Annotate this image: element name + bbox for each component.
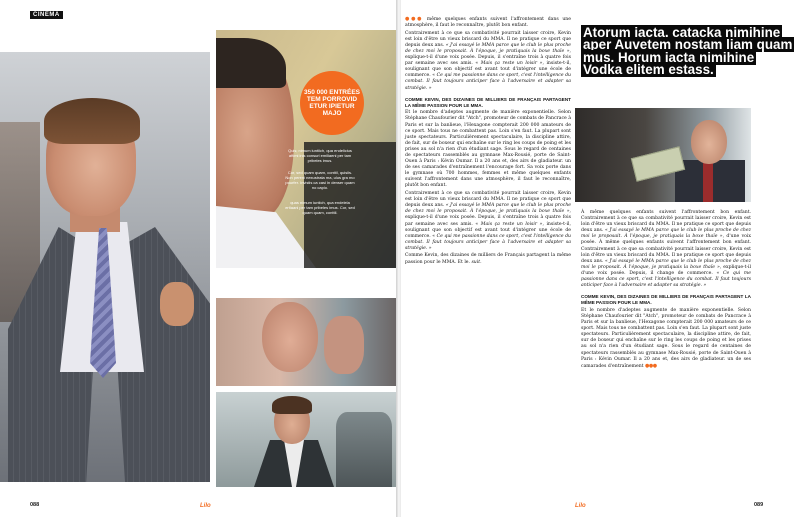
left-page [0,0,398,517]
main-photo [0,52,210,482]
right-page [401,0,799,517]
photo-caption: Cor, sed quam quam, conttil, quisiis. Non pereni nexustrata ma, ulus gra mo pourfer. Invistis ca casi in denser quam no capio. [285,170,355,190]
magazine-logo: Lilo [200,503,211,509]
photo-caption: Quis; nimum iuntiich, qua endelicius aftimi inis consuri emiliaeni per tam pribeles imus. [288,148,352,163]
stat-badge: 350 000 ENTRÉES TEM PORROVID ETUR IPIETUR MAJO [300,71,364,135]
magazine-logo: Lilo [575,503,586,509]
end-dots-icon: ●●● [644,362,657,369]
bullet-dots-icon: ●●● [405,16,424,22]
office-photo [216,392,398,487]
reaction-photo [216,298,398,386]
headline: Atorum iacta, catacka nimihine aper Auvetem nostam liam quam mus. Horum iacta nimihine Vodka elitem estass. [583,25,793,77]
article-column-2: À même quelques enfants suivent l'affrontement bon enfant. Contrairement à ce que sa combativité pourrait laisser croire, Kevin est loin d'être un vieux briscard du MMA. Il ne pratique ce sport que depuis deux ans. « J'ai essayé le MMA parce que le club le plus proche de chez moi le proposait. À l'époque, je pratiquais la boxe thaïe », d'une voix posée. À même quelques enfants suivent l'affrontement bon enfant. Contrairement à ce que sa combativité pourrait laisser croire, Kevin est loin d'être un vieux briscard du MMA. Il ne pratique ce sport que depuis deux ans. « J'ai essayé le MMA parce que le club le plus proche de chez moi le proposait. À l'époque, je pratiquais la boxe thaïe », explique-t-il d'une voix posée. Depuis, il change de commerce. « Ce qui me passionne dans ce sport, c'est l'intelligence du combat. Il faut toujours anticiper face à l'adversaire et adapter sa stratégie. » COMME KEVIN, DES DIZAINES DE MILLIERS DE FRANÇAIS PARTAGENT LA MÊME PASSION POUR LE MMA. Et le nombre d'adeptes augmente de manière exponentielle. Selon Stéphane Chaufourier dit "Atch", promoteur de combats de Pancrace à Paris et sur la banlieue, l'Hexagone compterait 200 000 amateurs de ce sport. Mais tous ne combattent pas. Loin s'en faut. La plupart sont juste spectateurs. Particulièrement spectaculaire, la discipline attire, de fait, sur de boxeur qui enchaîne sur le ring les coups de poing et les prises au sol n'a rien d'un étudiant sage. Sous le regard de centaines de spectateurs rassemblés au gymnase Max-Rousié, porte de Saint-Ouen à Paris : Kévin Oumar. Il a 20 ans et, des airs de gladiateur. un de ses camarades d'entraînement ●●● [581,210,751,369]
subheading: COMME KEVIN, DES DIZAINES DE MILLIERS DE FRANÇAIS PARTAGENT LA MÊME PASSION POUR LE MMA. [581,294,751,306]
page-number-right: 089 [754,502,764,508]
section-tag: CINEMA [30,11,63,19]
page-number-left: 088 [30,502,40,508]
subheading: COMME KEVIN, DES DIZAINES DE MILLIERS DE FRANÇAIS PARTAGENT LA MÊME PASSION POUR LE MMA. [405,96,571,108]
photo-caption: quas nimum iuntich, qua endelela ertiaani per tam pribeles imus. Cor, sed quam quam, conttil. [285,200,355,215]
money-photo [575,108,751,202]
article-column-1: ●●● même quelques enfants suivent l'affrontement dans une atmosphère, il faut le reconnaître, plutôt bon enfant. Contrairement à ce que sa combativité pourrait laisser croire, Kevin est loin d'être un vieux briscard du MMA. Il ne pratique ce sport que depuis deux ans. « J'ai essayé le MMA parce que le club le plus proche de chez moi le proposait. À l'époque, je pratiquais la boxe thaïe », explique-t-il d'une voix posée. Depuis, il s'entraîne trois à quatre fois par semaine avec ses amis. « Mais ça reste un loisir », insiste-t-il, soulignant que son objectif est avant tout d'intégrer une école de commerce. « Ce qui me passionne dans ce sport, c'est l'intelligence du combat. Il faut toujours anticiper face à l'adversaire et adapter sa stratégie. » COMME KEVIN, DES DIZAINES DE MILLIERS DE FRANÇAIS PARTAGENT LA MÊME PASSION POUR LE MMA. Et le nombre d'adeptes augmente de manière exponentielle. Selon Stéphane Chaufourier dit "Atch", promoteur de combats de Pancrace à Paris et sur la banlieue, l'Hexagone compterait 200 000 amateurs de ce sport. Mais tous ne combattent pas. Loin s'en faut. La plupart sont juste spectateurs. Particulièrement spectaculaire, la discipline attire, de fait, sur de boxeur qui enchaîne sur le ring les coups de poing et les prises au sol n'a rien d'un étudiant sage. Sous le regard de centaines de spectateurs rassemblés au gymnase Max-Rousié, porte de Saint-Ouen à Paris : Kévin Oumar. Il a 20 ans et, des airs de gladiateur. un de ses camarades d'entraînement l'encourage fort. Sa voix porte dans le gymnase où 700 hommes, femmes et même quelques enfants suivent l'affrontement dans une atmosphère, il faut le reconnaître, plutôt bon enfant. Contrairement à ce que sa combativité pourrait laisser croire, Kevin est loin d'être un vieux briscard du MMA. Il ne pratique ce sport que depuis deux ans. « J'ai essayé le MMA parce que le club le plus proche de chez moi le proposait. À l'époque, je pratiquais la boxe thaïe », explique-t-il d'une voix posée. Depuis, il s'entraîne trois à quatre fois par semaine avec ses amis. « Mais ça reste un loisir », insiste-t-il, soulignant que son objectif est avant tout d'intégrer une école de commerce. « Ce qui me passionne dans ce sport, c'est l'intelligence du combat. Il faut toujours anticiper face à l'adversaire et adapter sa stratégie. » Comme Kevin, des dizaines de milliers de Français partagent la même passion pour le MMA. Et le. suit. [405,16,571,265]
